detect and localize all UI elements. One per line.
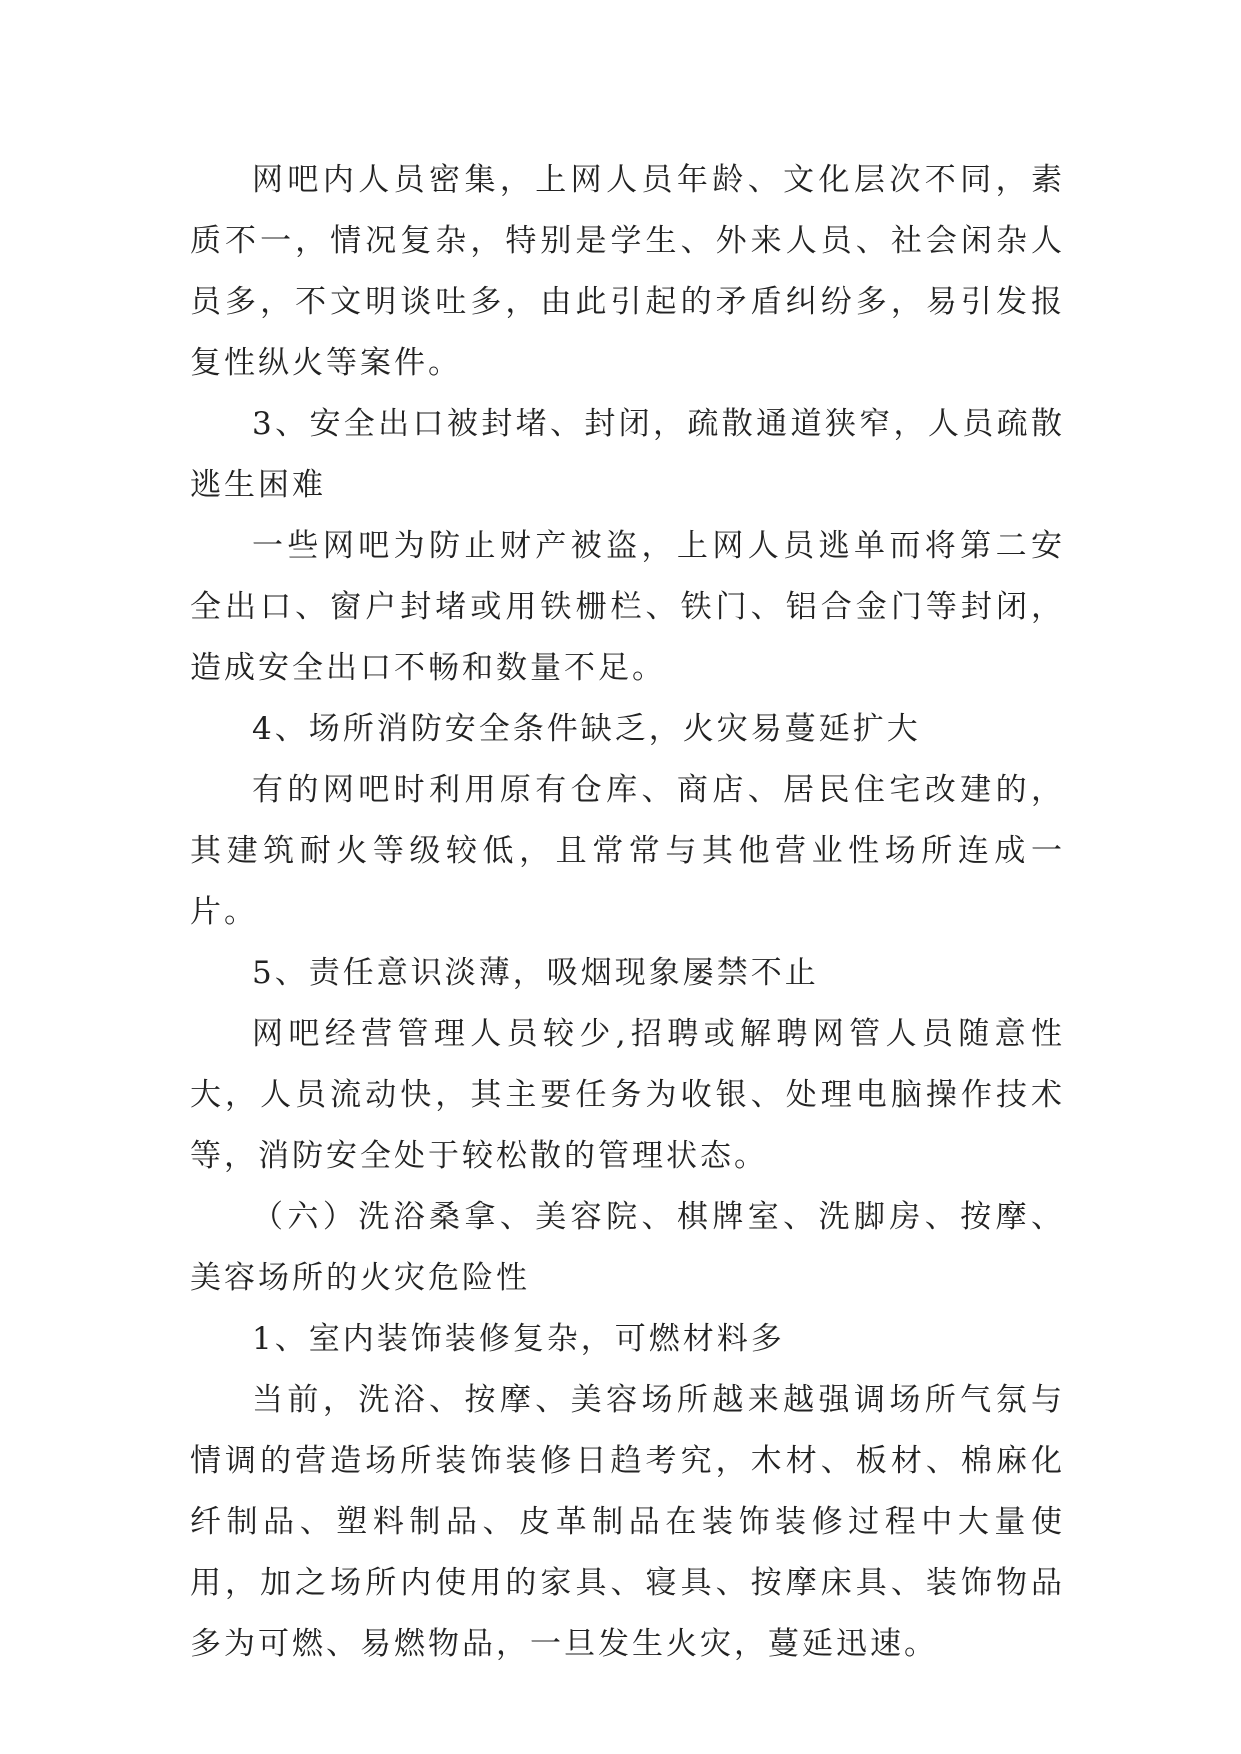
paragraph-decoration: 当前，洗浴、按摩、美容场所越来越强调场所气氛与情调的营造场所装饰装修日趋考究，木材、板材、棉麻化纤制品、塑料制品、皮革制品在装饰装修过程中大量使用，加之场所内使用的家具、寝具、按摩床具、装饰物品多为可燃、易燃物品，一旦发生火灾，蔓延迅速。 (190, 1382, 1065, 1662)
heading-responsibility: 5、责任意识淡薄，吸烟现象屡禁不止 (252, 955, 819, 991)
heading-exit-blocked: 3、安全出口被封堵、封闭，疏散通道狭窄，人员疏散逃生困难 (190, 406, 1065, 503)
heading-decoration: 1、室内装饰装修复杂，可燃材料多 (252, 1321, 785, 1357)
heading-fire-safety-conditions: 4、场所消防安全条件缺乏，火灾易蔓延扩大 (252, 711, 921, 747)
paragraph-responsibility: 网吧经营管理人员较少,招聘或解聘网管人员随意性大，人员流动快，其主要任务为收银、处理电脑操作技术等，消防安全处于较松散的管理状态。 (190, 1016, 1065, 1174)
paragraph-crowd-risk: 网吧内人员密集，上网人员年龄、文化层次不同，素质不一，情况复杂，特别是学生、外来人员、社会闲杂人员多，不文明谈吐多，由此引起的矛盾纠纷多，易引发报复性纵火等案件。 (190, 162, 1065, 381)
heading-section-six: （六）洗浴桑拿、美容院、棋牌室、洗脚房、按摩、美容场所的火灾危险性 (190, 1199, 1065, 1296)
document-body (190, 150, 1065, 1675)
paragraph-exit-blocked: 一些网吧为防止财产被盗，上网人员逃单而将第二安全出口、窗户封堵或用铁栅栏、铁门、铝合金门等封闭，造成安全出口不畅和数量不足。 (190, 528, 1065, 686)
paragraph-fire-safety-conditions: 有的网吧时利用原有仓库、商店、居民住宅改建的，其建筑耐火等级较低，且常常与其他营业性场所连成一片。 (190, 772, 1065, 930)
